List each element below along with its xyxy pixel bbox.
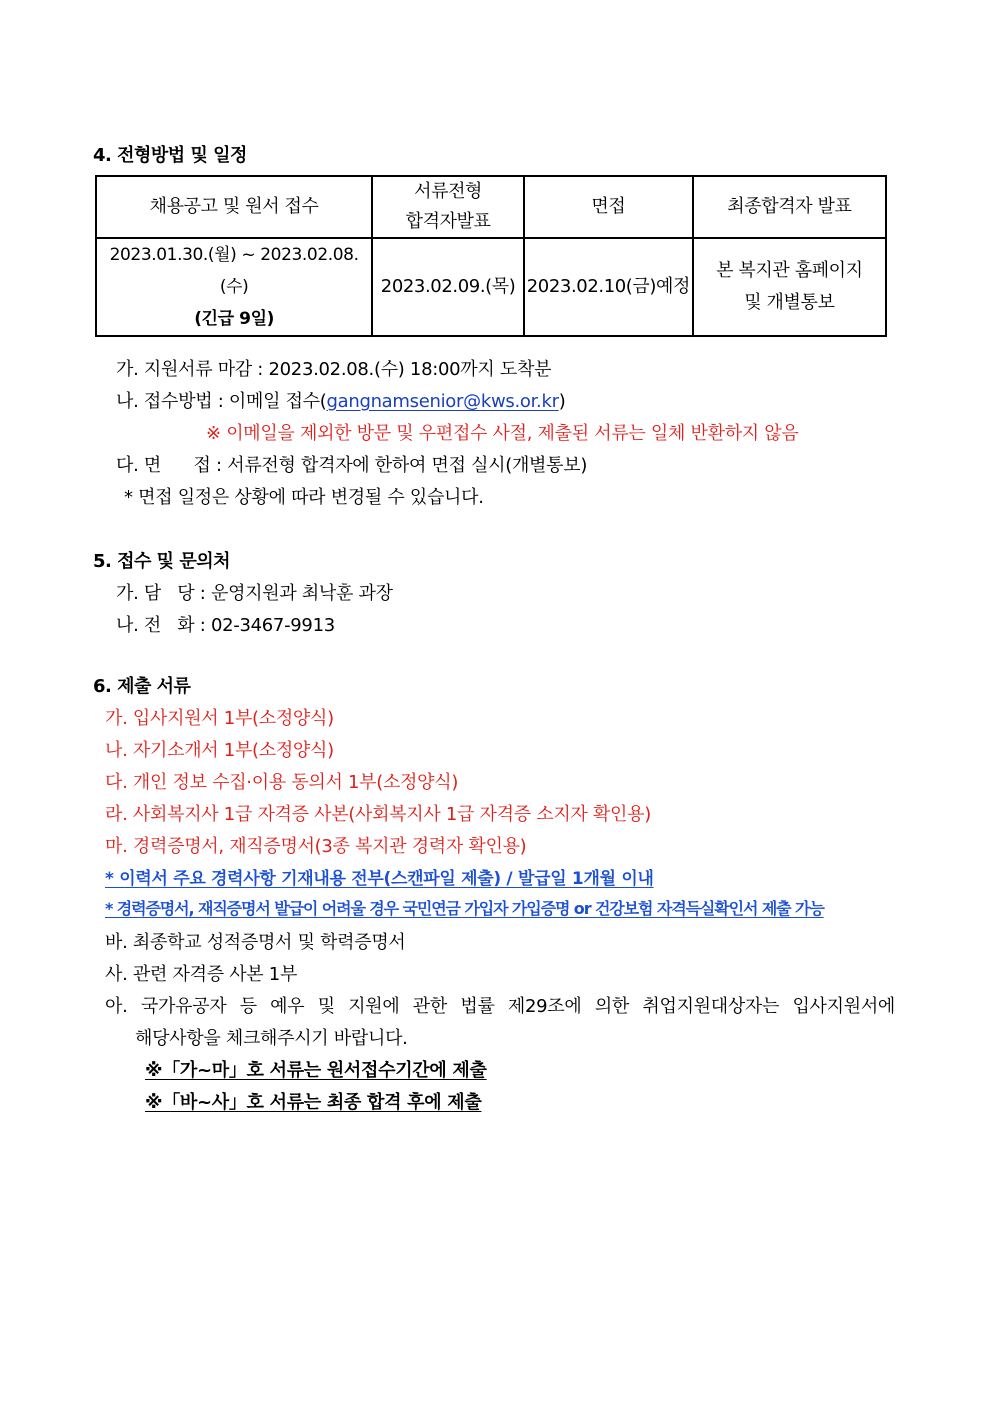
- veterans-item-line2: 해당사항을 체크해주시기 바랍니다.: [135, 1028, 408, 1049]
- header-doc-screening: 서류전형 합격자발표: [372, 176, 524, 238]
- cell-interview: 2023.02.10(금)예정: [524, 238, 693, 336]
- required-doc-item: 바. 최종학교 성적증명서 및 학력증명서: [105, 932, 406, 953]
- schedule-header-row: [96, 176, 886, 238]
- cell-apply-period: 2023.01.30.(월) ~ 2023.02.08.(수) (긴급 9일): [96, 238, 372, 336]
- header-interview: 면접: [524, 176, 693, 238]
- header-final: 최종합격자 발표: [693, 176, 886, 238]
- schedule-table: [95, 175, 887, 337]
- cell-final: 본 복지관 홈페이지 및 개별통보: [693, 238, 886, 336]
- header-apply: 채용공고 및 원서 접수: [96, 176, 372, 238]
- submission-timing-note: ※「가~마」호 서류는 원서접수기간에 제출: [145, 1060, 487, 1081]
- required-doc-item: 가. 입사지원서 1부(소정양식): [105, 708, 334, 729]
- contact-person: 가. 담 당 : 운영지원과 최낙훈 과장: [116, 583, 393, 604]
- deadline-text: 가. 지원서류 마감 : 2023.02.08.(수) 18:00까지 도착분: [116, 359, 552, 380]
- required-doc-item: 마. 경력증명서, 재직증명서(3종 복지관 경력자 확인용): [105, 836, 527, 857]
- required-doc-item: 나. 자기소개서 1부(소정양식): [105, 740, 334, 761]
- alternative-proof-note: * 경력증명서, 재직증명서 발급이 어려울 경우 국민연금 가입자 가입증명 or 건강보험 자격득실확인서 제출 가능: [105, 899, 824, 918]
- contact-phone: 나. 전 화 : 02-3467-9913: [116, 615, 335, 636]
- submission-timing-note: ※「바~사」호 서류는 최종 합격 후에 제출: [145, 1092, 482, 1113]
- submission-method: 나. 접수방법 : 이메일 접수(gangnamsenior@kws.or.kr): [116, 391, 566, 412]
- career-note: * 이력서 주요 경력사항 기재내용 전부(스캔파일 제출) / 발급일 1개월 이내: [105, 869, 654, 889]
- section-6-heading: 6. 제출 서류: [93, 676, 191, 697]
- section-5-heading: 5. 접수 및 문의처: [93, 551, 230, 572]
- email-link[interactable]: gangnamsenior@kws.or.kr: [326, 391, 559, 412]
- section-4-heading: 4. 전형방법 및 일정: [93, 145, 247, 166]
- interview-text: 다. 면 접 : 서류전형 합격자에 한하여 면접 실시(개별통보): [116, 455, 588, 476]
- required-doc-item: 라. 사회복지사 1급 자격증 사본(사회복지사 1급 자격증 소지자 확인용): [105, 804, 651, 825]
- required-doc-item: 사. 관련 자격증 사본 1부: [105, 964, 298, 985]
- required-doc-item: 다. 개인 정보 수집·이용 동의서 1부(소정양식): [105, 772, 459, 793]
- cell-doc-result: 2023.02.09.(목): [372, 238, 524, 336]
- schedule-row: [96, 238, 886, 336]
- submission-note: ※ 이메일을 제외한 방문 및 우편접수 사절, 제출된 서류는 일체 반환하지 않음: [206, 423, 799, 444]
- interview-note: * 면접 일정은 상황에 따라 변경될 수 있습니다.: [124, 487, 484, 508]
- veterans-item-line1: 아. 국가유공자 등 예우 및 지원에 관한 법률 제29조에 의한 취업지원대상자는 입사지원서에: [105, 996, 895, 1017]
